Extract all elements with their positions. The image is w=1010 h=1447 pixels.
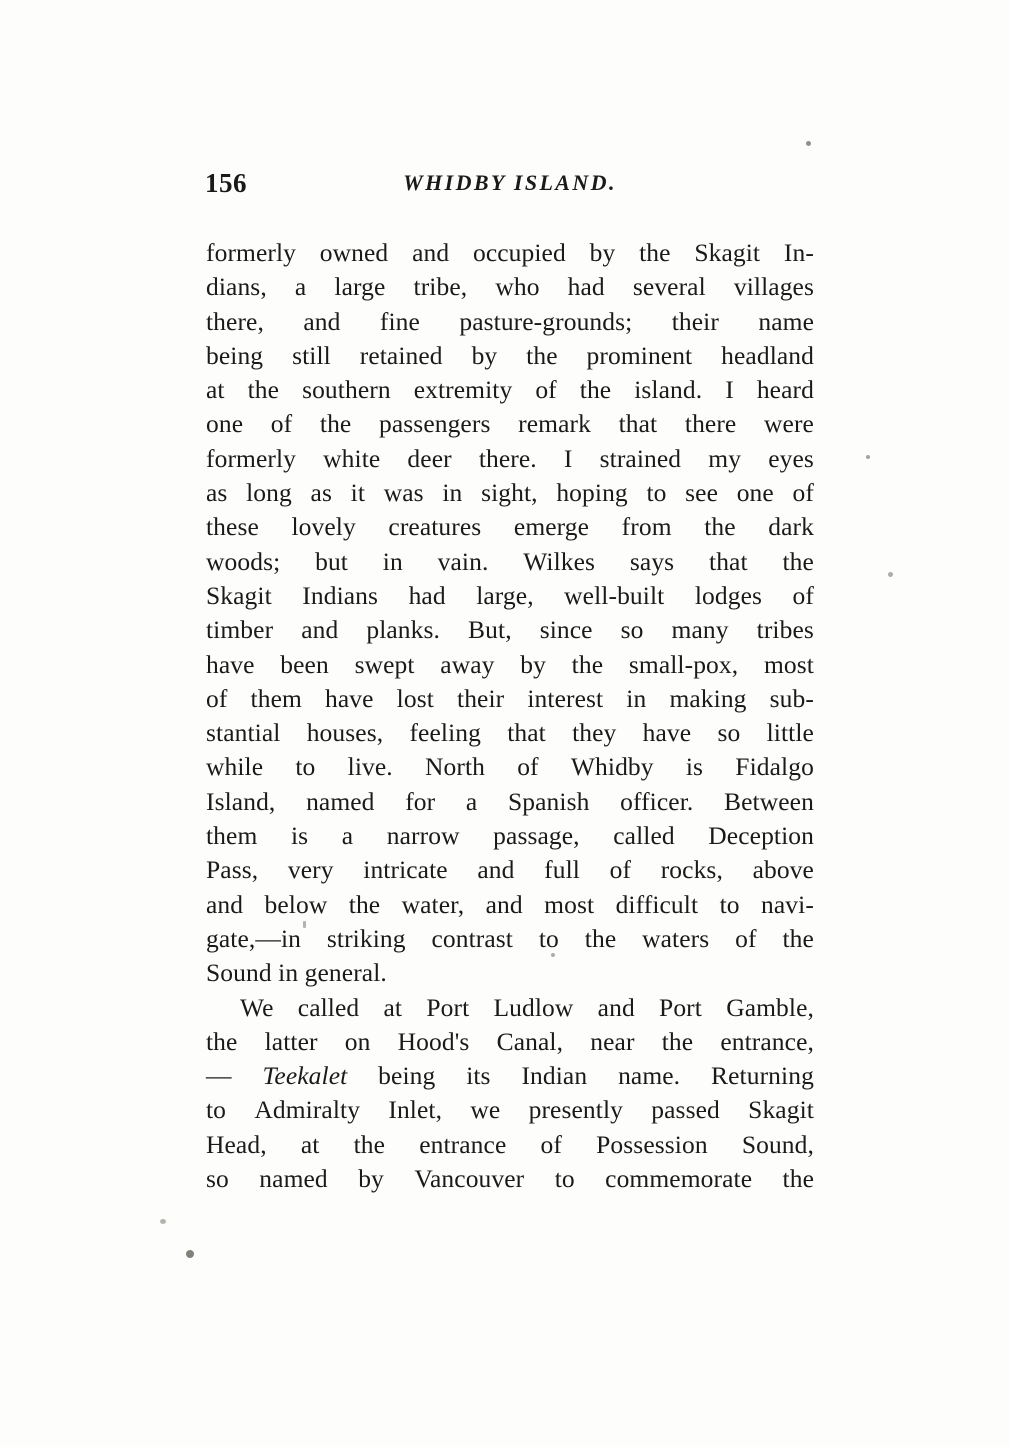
line-text: many xyxy=(671,615,729,645)
line-text: island. xyxy=(634,375,703,405)
line-text: while xyxy=(206,752,264,782)
line-text: my xyxy=(708,443,742,473)
line-text: I xyxy=(725,375,734,405)
line-text: lovely xyxy=(291,512,356,542)
line-text: gate,—in xyxy=(206,923,301,953)
line-text: at xyxy=(383,992,403,1022)
line-text: its xyxy=(466,1061,491,1091)
line-text: passengers xyxy=(379,409,491,439)
line-text: headland xyxy=(721,340,814,370)
line-text: latter xyxy=(264,1026,318,1056)
line-text: one xyxy=(736,478,774,508)
line-text: passed xyxy=(651,1095,720,1125)
line-text: and xyxy=(412,238,450,267)
line-text: their xyxy=(671,306,719,336)
line-text: so xyxy=(206,1164,229,1194)
line-text: Deception xyxy=(708,821,814,851)
line-text: and xyxy=(303,306,341,336)
line-text: prominent xyxy=(586,340,693,370)
italic-term: Teekalet xyxy=(262,1061,348,1091)
line-text: have xyxy=(325,683,374,713)
text-line xyxy=(206,373,814,407)
text-line xyxy=(206,991,814,1025)
line-text: contrast xyxy=(431,923,513,953)
line-text: heard xyxy=(756,375,814,405)
line-text: of xyxy=(535,375,557,405)
line-text: interest xyxy=(527,683,604,713)
line-text: there. xyxy=(478,443,537,473)
scan-speck xyxy=(186,1250,194,1258)
text-line xyxy=(206,888,814,922)
line-text: navi- xyxy=(761,889,814,919)
line-text: Head, xyxy=(206,1129,267,1159)
text-line xyxy=(206,956,814,990)
line-text: near xyxy=(590,1026,635,1056)
line-text: live. xyxy=(347,752,393,782)
line-text: as xyxy=(310,478,332,508)
line-text: that xyxy=(507,718,546,748)
line-text: to xyxy=(538,923,559,953)
line-text: and xyxy=(477,855,515,885)
line-text: was xyxy=(383,478,424,508)
line-text: that xyxy=(709,546,748,576)
line-text: named xyxy=(259,1164,328,1194)
line-text: entrance xyxy=(419,1129,507,1159)
line-text: large xyxy=(334,272,386,302)
line-text: very xyxy=(287,855,334,885)
line-text: making xyxy=(669,683,747,713)
line-text: there xyxy=(684,409,737,439)
line-text: by xyxy=(471,340,498,370)
text-line xyxy=(206,270,814,304)
line-text: had xyxy=(567,272,605,302)
line-text: of xyxy=(609,855,632,885)
text-line xyxy=(206,579,814,613)
line-text: most xyxy=(763,649,814,679)
line-text: entrance, xyxy=(720,1026,814,1056)
line-text: retained xyxy=(359,340,443,370)
line-text: being xyxy=(378,1061,436,1091)
line-text: is xyxy=(290,821,309,851)
line-text: tribe, xyxy=(413,272,468,302)
line-text: eyes xyxy=(768,443,814,473)
line-text: planks. xyxy=(366,615,441,645)
line-text: the xyxy=(206,1026,238,1056)
line-text: Possession xyxy=(596,1129,708,1159)
line-text: away xyxy=(440,649,495,679)
line-text: Indian xyxy=(521,1061,588,1091)
line-text: North xyxy=(424,752,485,782)
line-text: officer. xyxy=(620,786,694,816)
line-text: that xyxy=(618,409,658,439)
text-line xyxy=(206,442,814,476)
line-text: have xyxy=(642,718,692,748)
page-number: 156 xyxy=(205,168,247,198)
line-text: southern xyxy=(302,375,391,405)
line-text: small-pox, xyxy=(628,649,739,679)
line-text: Gamble, xyxy=(726,992,814,1022)
text-line xyxy=(206,819,814,853)
line-text: commemorate xyxy=(605,1164,753,1194)
text-line xyxy=(206,750,814,784)
line-text: woods; xyxy=(206,546,281,576)
line-text: Between xyxy=(724,786,814,816)
line-text: Port xyxy=(659,992,702,1022)
line-text: passage, xyxy=(493,821,580,851)
line-text: so xyxy=(620,615,644,645)
line-text: called xyxy=(297,992,360,1022)
line-text: swept xyxy=(354,649,415,679)
line-text: these xyxy=(206,512,259,542)
line-text: the xyxy=(319,409,352,439)
line-text: they xyxy=(572,718,617,748)
line-text: who xyxy=(495,272,540,302)
text-line xyxy=(206,613,814,647)
line-text: called xyxy=(613,821,675,851)
line-text: Port xyxy=(426,992,470,1022)
line-text: Ludlow xyxy=(493,992,574,1022)
line-text: in xyxy=(382,546,403,576)
line-text: creatures xyxy=(388,512,482,542)
line-text: by xyxy=(520,649,546,679)
line-text: narrow xyxy=(386,821,460,851)
line-text: to xyxy=(295,752,316,782)
line-text: Admiralty xyxy=(254,1095,361,1125)
line-text: little xyxy=(766,718,814,748)
text-line xyxy=(206,785,814,819)
line-text: Sound, xyxy=(741,1129,814,1159)
line-text: from xyxy=(621,512,672,542)
line-text: rocks, xyxy=(660,855,723,885)
text-line xyxy=(206,922,814,956)
scan-speck xyxy=(888,572,893,577)
line-text: sight, xyxy=(481,478,538,508)
line-text: tribes xyxy=(756,615,814,645)
line-text: them xyxy=(250,683,302,713)
scan-speck xyxy=(806,141,811,146)
scan-speck xyxy=(866,455,870,459)
line-text-dash: — xyxy=(206,1061,232,1091)
body-text xyxy=(206,236,814,1196)
line-text: Skagit xyxy=(694,238,761,267)
line-text: there, xyxy=(206,306,264,336)
line-text: and xyxy=(206,889,244,919)
line-text: were xyxy=(764,409,814,439)
line-text: Island, xyxy=(206,786,276,816)
line-text: in xyxy=(626,683,647,713)
text-line xyxy=(206,1093,814,1127)
line-text: dark xyxy=(768,512,814,542)
line-text: at xyxy=(206,375,225,405)
line-text: most xyxy=(544,889,595,919)
line-text: strained xyxy=(599,443,682,473)
line-text: their xyxy=(457,683,505,713)
line-text: the xyxy=(661,1026,694,1056)
line-text: hoping xyxy=(556,478,628,508)
line-text: a xyxy=(341,821,354,851)
line-text: the xyxy=(639,238,671,267)
running-title: WHIDBY ISLAND. xyxy=(403,170,617,195)
line-text: Fidalgo xyxy=(735,752,814,782)
line-text: But, xyxy=(468,615,512,645)
line-text: of xyxy=(792,580,814,610)
line-text: the xyxy=(247,375,280,405)
line-text: emerge xyxy=(513,512,590,542)
line-text: Indians xyxy=(302,580,379,610)
line-text: them xyxy=(206,821,258,851)
line-text: by xyxy=(358,1164,384,1194)
line-text: the xyxy=(571,649,604,679)
line-text: since xyxy=(539,615,593,645)
line-text: name xyxy=(758,306,814,336)
line-text: a xyxy=(465,786,478,816)
line-text: waters xyxy=(642,923,710,953)
line-text: been xyxy=(280,649,329,679)
line-text: as xyxy=(206,478,228,508)
line-text: full xyxy=(544,855,580,885)
line-text: to xyxy=(646,478,667,508)
line-text: the xyxy=(579,375,612,405)
line-text: striking xyxy=(326,923,406,953)
line-text: the xyxy=(782,923,814,953)
line-text: of xyxy=(270,409,293,439)
line-text: see xyxy=(685,478,719,508)
text-line xyxy=(206,682,814,716)
text-line xyxy=(206,648,814,682)
line-text: so xyxy=(717,718,741,748)
line-text: owned xyxy=(319,238,389,267)
line-text: dians, xyxy=(206,272,267,302)
line-text: still xyxy=(292,340,331,370)
line-text: on xyxy=(344,1026,371,1056)
text-line xyxy=(206,305,814,339)
text-line xyxy=(206,236,814,270)
line-text: by xyxy=(589,238,616,267)
line-text: well-built xyxy=(564,580,665,610)
line-text: deer xyxy=(407,443,452,473)
running-head xyxy=(205,168,815,202)
line-text: had xyxy=(408,580,446,610)
line-text: of xyxy=(792,478,814,508)
line-text: below xyxy=(264,889,328,919)
line-text: of xyxy=(517,752,539,782)
text-line xyxy=(206,1059,814,1093)
line-text: large, xyxy=(476,580,534,610)
line-text: water, xyxy=(401,889,465,919)
line-text: the xyxy=(526,340,558,370)
line-text: says xyxy=(629,546,675,576)
line-text: formerly xyxy=(206,443,297,473)
line-text: stantial xyxy=(206,718,281,748)
line-text: lodges xyxy=(694,580,763,610)
line-text: the xyxy=(704,512,736,542)
line-text: several xyxy=(632,272,706,302)
line-text: Skagit xyxy=(748,1095,814,1125)
scan-speck xyxy=(551,953,555,957)
line-text: timber xyxy=(206,615,274,645)
line-text: Whidby xyxy=(570,752,654,782)
line-text: to xyxy=(719,889,740,919)
line-text: Hood's xyxy=(397,1026,470,1056)
line-text: to xyxy=(554,1164,575,1194)
line-text: long xyxy=(246,478,292,508)
line-text: vain. xyxy=(437,546,489,576)
line-text: Canal, xyxy=(496,1026,564,1056)
line-text: named xyxy=(306,786,375,816)
line-text: white xyxy=(323,443,381,473)
line-text: intricate xyxy=(363,855,448,885)
line-text: Spanish xyxy=(507,786,590,816)
line-text: we xyxy=(470,1095,501,1125)
line-text: but xyxy=(315,546,348,576)
line-text: the xyxy=(348,889,381,919)
line-text: and xyxy=(485,889,523,919)
line-text: Pass, xyxy=(206,855,259,885)
line-text: is xyxy=(685,752,704,782)
line-text: the xyxy=(584,923,617,953)
line-text: for xyxy=(405,786,436,816)
text-line xyxy=(206,476,814,510)
line-text: fine xyxy=(379,306,420,336)
line-text: a xyxy=(294,272,307,302)
text-line xyxy=(206,716,814,750)
line-text: it xyxy=(350,478,366,508)
line-text: pasture-grounds; xyxy=(459,306,633,336)
line-text: extremity xyxy=(413,375,513,405)
text-line xyxy=(206,853,814,887)
line-text: I xyxy=(563,443,573,473)
line-text: and xyxy=(597,992,635,1022)
line-text: formerly xyxy=(206,238,297,267)
line-text: Skagit xyxy=(206,580,272,610)
line-text: to xyxy=(206,1095,227,1125)
line-text: of xyxy=(735,923,757,953)
text-line xyxy=(206,339,814,373)
line-text: We xyxy=(240,992,274,1022)
scan-speck xyxy=(303,921,306,928)
line-text: name. xyxy=(618,1061,681,1091)
line-text: houses, xyxy=(306,718,384,748)
line-text: the xyxy=(782,546,814,576)
line-text: the xyxy=(782,1164,814,1194)
line-text: presently xyxy=(528,1095,623,1125)
line-text: villages xyxy=(733,272,814,302)
line-text: of xyxy=(206,683,228,713)
line-text: above xyxy=(752,855,814,885)
line-text: in xyxy=(442,478,463,508)
line-text: remark xyxy=(518,409,591,439)
text-line xyxy=(206,510,814,544)
line-text: difficult xyxy=(615,889,699,919)
line-text: and xyxy=(301,615,339,645)
line-text: Vancouver xyxy=(414,1164,525,1194)
line-text: the xyxy=(353,1129,386,1159)
line-text: Wilkes xyxy=(523,546,596,576)
line-text: of xyxy=(540,1129,562,1159)
line-text: feeling xyxy=(409,718,481,748)
line-text: one xyxy=(206,409,244,439)
text-line xyxy=(206,1128,814,1162)
line-text: have xyxy=(206,649,255,679)
line-text: lost xyxy=(396,683,434,713)
line-text: sub- xyxy=(769,683,814,713)
text-line xyxy=(206,1025,814,1059)
line-text: occupied xyxy=(472,238,566,267)
line-text: Returning xyxy=(711,1061,814,1091)
line-text: In- xyxy=(783,238,814,267)
line-text: Inlet, xyxy=(388,1095,443,1125)
text-line xyxy=(206,1162,814,1196)
text-line xyxy=(206,407,814,441)
scan-speck xyxy=(160,1219,166,1224)
line-text: at xyxy=(300,1129,320,1159)
text-line xyxy=(206,545,814,579)
line-text: Sound in general. xyxy=(206,958,387,988)
line-text: being xyxy=(206,340,264,370)
